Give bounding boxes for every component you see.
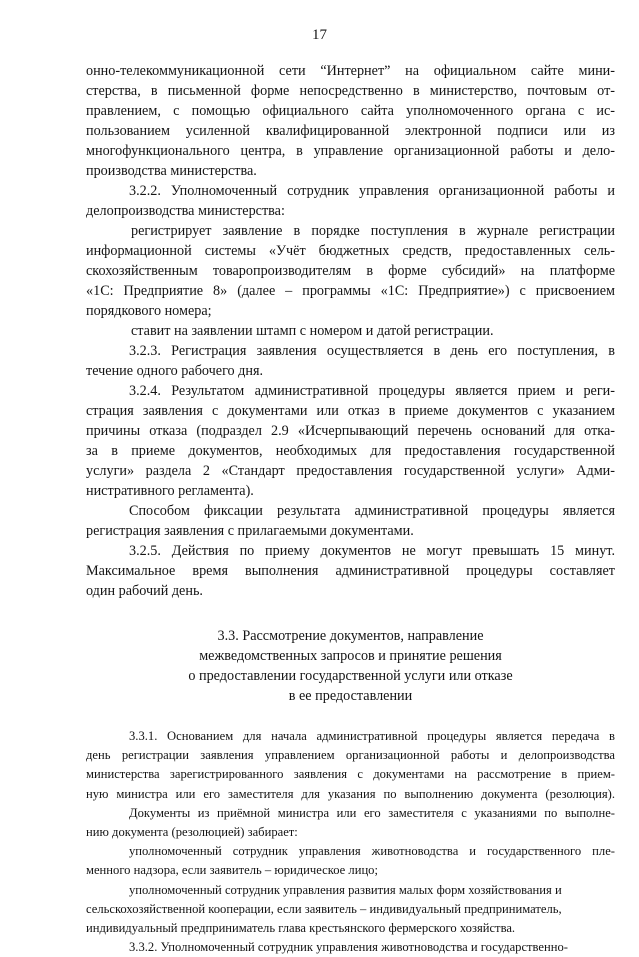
paragraph-start-3-2-2: 3.2.2. Уполномоченный сотрудник управления организационной работы и <box>129 183 615 199</box>
text-line: стерства, в письменной форме непосредственно в министерство, почтовым от- <box>86 83 615 99</box>
text-line: день регистрации заявления управлением организационной работы и делопроизводства <box>86 748 615 763</box>
text-line: скохозяйственным товаропроизводителям в форме субсидий» на платформе <box>86 263 615 279</box>
paragraph-start-3-2-3: 3.2.3. Регистрация заявления осуществляется в день его поступления, в <box>129 343 615 359</box>
text-line: онно-телекоммуникационной сети “Интернет” на официальном сайте мини- <box>86 63 615 79</box>
section-heading-line: о предоставлении государственной услуги или отказе <box>188 668 513 684</box>
text-line: менного надзора, если заявитель – юридическое лицо; <box>86 863 378 878</box>
paragraph-start-3-2-5: 3.2.5. Действия по приему документов не могут превышать 15 минут. <box>129 543 615 559</box>
text-line: услуги» раздела 2 «Стандарт предоставления государственной услуги» Адми- <box>86 463 615 479</box>
text-line: страция заявления с документами или отказ в приеме документов с указанием <box>86 403 615 419</box>
text-line: 3.3.2. Уполномоченный сотрудник управления животноводства и государственно- <box>129 940 568 955</box>
text-line: один рабочий день. <box>86 583 203 599</box>
text-line: ную министра или его заместителя для указания по выполнению документа (резолюция). <box>86 786 615 801</box>
paragraph-start-3-3-1: 3.3.1. Основанием для начала административной процедуры является передача в <box>129 729 615 743</box>
text-line: правлением, с помощью официального сайта уполномоченного органа с ис- <box>86 103 615 119</box>
text-line: Максимальное время выполнения административной процедуры составляет <box>86 563 615 579</box>
text-line: уполномоченный сотрудник управления животноводства и государственного пле- <box>129 844 615 859</box>
text-line: информационной системы «Учёт бюджетных средств, предоставленных сель- <box>86 243 615 259</box>
text-line: ставит на заявлении штамп с номером и датой регистрации. <box>131 323 494 339</box>
text-line: индивидуальный предприниматель глава крестьянского фермерского хозяйства. <box>86 921 516 935</box>
text-line: многофункционального центра, в управление организационной работы и дело- <box>86 143 615 159</box>
text-line: причины отказа (подраздел 2.9 «Исчерпывающий перечень оснований для отка- <box>86 423 615 439</box>
section-heading-line: в ее предоставлении <box>288 688 413 704</box>
text-line: нистративного регламента). <box>86 483 254 499</box>
text-line: делопроизводства министерства: <box>86 203 285 219</box>
page-number: 17 <box>312 27 327 43</box>
text-line: за в приеме документов, необходимых для предоставления государственной <box>86 443 615 459</box>
text-line: уполномоченный сотрудник управления развития малых форм хозяйствования и <box>129 882 562 897</box>
text-line: Документы из приёмной министра или его заместителя с указаниями по выполне- <box>129 805 615 820</box>
text-line: регистрирует заявление в порядке поступления в журнале регистрации <box>131 223 615 239</box>
section-heading-line: 3.3. Рассмотрение документов, направление <box>217 628 484 644</box>
section-heading-line: межведомственных запросов и принятие решения <box>199 648 502 664</box>
text-line: министерства зарегистрированного заявления с документами на рассмотрение в прием- <box>86 767 615 782</box>
text-line: Способом фиксации результата административной процедуры является <box>129 503 615 519</box>
text-line: сельскохозяйственной кооперации, если заявитель – индивидуальный предприниматель, <box>86 901 562 916</box>
text-line: регистрация заявления с прилагаемыми документами. <box>86 523 414 539</box>
text-line: производства министерства. <box>86 163 257 179</box>
paragraph-start-3-2-4: 3.2.4. Результатом административной процедуры является прием и реги- <box>129 383 615 399</box>
text-line: пользованием усиленной квалифицированной электронной подписи или из <box>86 123 615 139</box>
text-line: порядкового номера; <box>86 303 212 319</box>
text-line: «1С: Предприятие 8» (далее – программы «1С: Предприятие») с присвоением <box>86 283 615 299</box>
text-line: нию документа (резолюцией) забирает: <box>86 825 298 839</box>
text-line: течение одного рабочего дня. <box>86 363 264 379</box>
